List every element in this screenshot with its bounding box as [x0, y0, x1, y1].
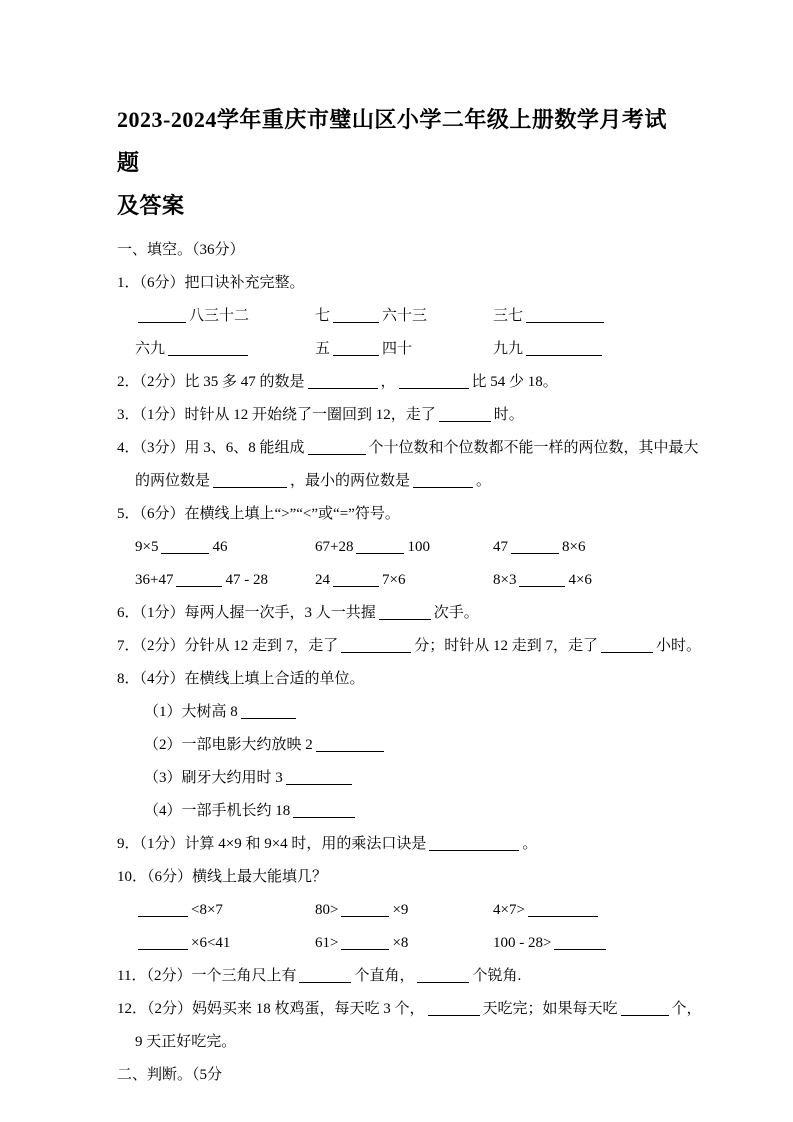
text-run: 六九 [135, 341, 166, 357]
q5-stem [117, 498, 683, 531]
text-run: 4×6 [568, 572, 592, 588]
answer-blank [176, 572, 222, 587]
q8-item1 [117, 696, 683, 729]
document-title-line-1: 2023-2024学年重庆市璧山区小学二年级上册数学月考试题 [117, 107, 667, 175]
text-run: 次手。 [433, 605, 479, 621]
answer-blank [213, 473, 287, 488]
q8-item2 [117, 729, 683, 762]
line-column [135, 531, 315, 564]
text-run: <8×7 [191, 902, 223, 918]
q11-stem [117, 960, 683, 993]
text-run: ×8 [392, 935, 409, 951]
text-run: 67+28 [315, 539, 354, 555]
text-run: 61> [315, 935, 339, 951]
line-column [493, 300, 683, 333]
answer-blank [417, 968, 469, 983]
text-run: 个直角， [354, 968, 415, 984]
q1-row2 [117, 333, 683, 366]
text-run: 1．（6分）把口诀补充完整。 [117, 275, 305, 291]
q4-stem-line1 [117, 432, 699, 465]
text-run: 4×7> [493, 902, 525, 918]
text-run: 比 54 少 18。 [471, 374, 558, 390]
text-run: 的两位数是 [135, 473, 211, 489]
document-body [117, 234, 702, 1092]
text-run: 。 [476, 473, 492, 489]
answer-blank [138, 308, 186, 323]
answer-blank [341, 935, 389, 950]
answer-blank [526, 308, 604, 323]
answer-blank [341, 902, 389, 917]
line-column [493, 564, 683, 597]
text-run: ，最小的两位数是 [290, 473, 411, 489]
q10-stem [117, 861, 683, 894]
q12-stem-line2 [117, 1026, 683, 1059]
text-run: 六十三 [382, 308, 428, 324]
line-column [135, 894, 315, 927]
answer-blank [299, 968, 351, 983]
q8-item3 [117, 762, 683, 795]
line-column [493, 531, 683, 564]
text-run: 9×5 [135, 539, 159, 555]
text-run: 9 天正好吃完。 [135, 1034, 237, 1050]
line-column [135, 333, 315, 366]
text-run: （3）刷牙大约用时 3 [144, 770, 283, 786]
line-column [135, 300, 315, 333]
text-run: 三七 [493, 308, 524, 324]
text-run: 24 [315, 572, 330, 588]
q9-stem [117, 828, 683, 861]
answer-blank [428, 1001, 480, 1016]
text-run: 四十 [382, 341, 413, 357]
text-run: 七 [315, 308, 331, 324]
text-run: 5．（6分）在横线上填上“>”“<”或“=”符号。 [117, 506, 400, 522]
text-run: 100 [407, 539, 430, 555]
answer-blank [621, 1001, 669, 1016]
q10-row1 [117, 894, 683, 927]
answer-blank [138, 902, 188, 917]
answer-blank [528, 902, 598, 917]
section-2-header [117, 1059, 683, 1092]
text-run: 一、填空。（36分） [117, 242, 245, 258]
q7-stem [117, 630, 702, 663]
q8-stem [117, 663, 683, 696]
answer-blank [341, 638, 411, 653]
q3-stem [117, 399, 683, 432]
q1-row1 [117, 300, 683, 333]
q4-stem-line2 [117, 465, 683, 498]
text-run: 天吃完；如果每天吃 [482, 1001, 618, 1017]
line-column [315, 894, 493, 927]
q1-stem [117, 267, 683, 300]
answer-blank [333, 572, 379, 587]
line-column [315, 300, 493, 333]
line-column [493, 927, 683, 960]
answer-blank [293, 803, 355, 818]
text-run: 五 [315, 341, 331, 357]
line-column [493, 333, 683, 366]
line-column [315, 333, 493, 366]
text-run: 4．（3分）用 3、6、8 能组成 [117, 440, 305, 456]
text-run: 36+47 [135, 572, 174, 588]
answer-blank [554, 935, 606, 950]
answer-blank [413, 473, 473, 488]
answer-blank [316, 737, 384, 752]
text-run: ×9 [392, 902, 409, 918]
text-run: 47 - 28 [225, 572, 268, 588]
text-run: 8×6 [562, 539, 586, 555]
text-run: （4）一部手机长约 18 [144, 803, 291, 819]
answer-blank [511, 539, 559, 554]
answer-blank [526, 341, 602, 356]
line-column [135, 564, 315, 597]
line-column [315, 927, 493, 960]
text-run: 二、判断。（5分 [117, 1067, 223, 1083]
answer-blank [601, 638, 653, 653]
answer-blank [429, 836, 519, 851]
line-column [315, 564, 493, 597]
answer-blank [138, 935, 188, 950]
line-column [135, 927, 315, 960]
answer-blank [308, 374, 378, 389]
text-run: ×6<41 [191, 935, 231, 951]
answer-blank [241, 704, 296, 719]
text-run: （2）一部电影大约放映 2 [144, 737, 313, 753]
text-run: 个， [671, 1001, 702, 1017]
answer-blank [286, 770, 352, 785]
answer-blank [519, 572, 565, 587]
line-column [493, 894, 683, 927]
text-run: 。 [522, 836, 538, 852]
text-run: 3．（1分）时针从 12 开始绕了一圈回到 12，走了 [117, 407, 436, 423]
answer-blank [308, 440, 366, 455]
text-run: 47 [493, 539, 508, 555]
q6-stem [117, 597, 683, 630]
text-run: 个锐角. [472, 968, 522, 984]
text-run: 12．（2分）妈妈买来 18 枚鸡蛋，每天吃 3 个， [117, 1001, 425, 1017]
text-run: 九九 [493, 341, 524, 357]
text-run: 小时。 [656, 638, 702, 654]
answer-blank [161, 539, 209, 554]
text-run: 10．（6分）横线上最大能填几？ [117, 869, 328, 885]
text-run: 11．（2分）一个三角尺上有 [117, 968, 297, 984]
text-run: 7．（2分）分针从 12 走到 7，走了 [117, 638, 339, 654]
answer-blank [333, 341, 379, 356]
text-run: 46 [212, 539, 228, 555]
text-run: 八三十二 [189, 308, 250, 324]
answer-blank [399, 374, 469, 389]
text-run: （1）大树高 8 [144, 704, 238, 720]
text-run: 100 - 28> [493, 935, 552, 951]
text-run: 80> [315, 902, 339, 918]
text-run: 8×3 [493, 572, 517, 588]
answer-blank [439, 407, 491, 422]
q12-stem-line1 [117, 993, 702, 1026]
q5-row2 [117, 564, 683, 597]
q10-row2 [117, 927, 683, 960]
q2-stem [117, 366, 683, 399]
section-1-header [117, 234, 683, 267]
text-run: 7×6 [382, 572, 406, 588]
q5-row1 [117, 531, 683, 564]
q8-item4 [117, 795, 683, 828]
text-run: 个十位数和个位数都不能一样的两位数，其中最大 [368, 440, 699, 456]
text-run: 时。 [493, 407, 524, 423]
text-run: 分；时针从 12 走到 7，走了 [414, 638, 599, 654]
answer-blank [379, 605, 431, 620]
document-title-line-2: 及答案 [117, 193, 185, 218]
line-column [315, 531, 493, 564]
answer-blank [356, 539, 404, 554]
answer-blank [333, 308, 379, 323]
text-run: 2．（2分）比 35 多 47 的数是 [117, 374, 305, 390]
text-run: 9．（1分）计算 4×9 和 9×4 时，用的乘法口诀是 [117, 836, 427, 852]
answer-blank [168, 341, 248, 356]
text-run: 6．（1分）每两人握一次手，3 人一共握 [117, 605, 376, 621]
text-run: ， [380, 374, 396, 390]
text-run: 8．（4分）在横线上填上合适的单位。 [117, 671, 365, 687]
